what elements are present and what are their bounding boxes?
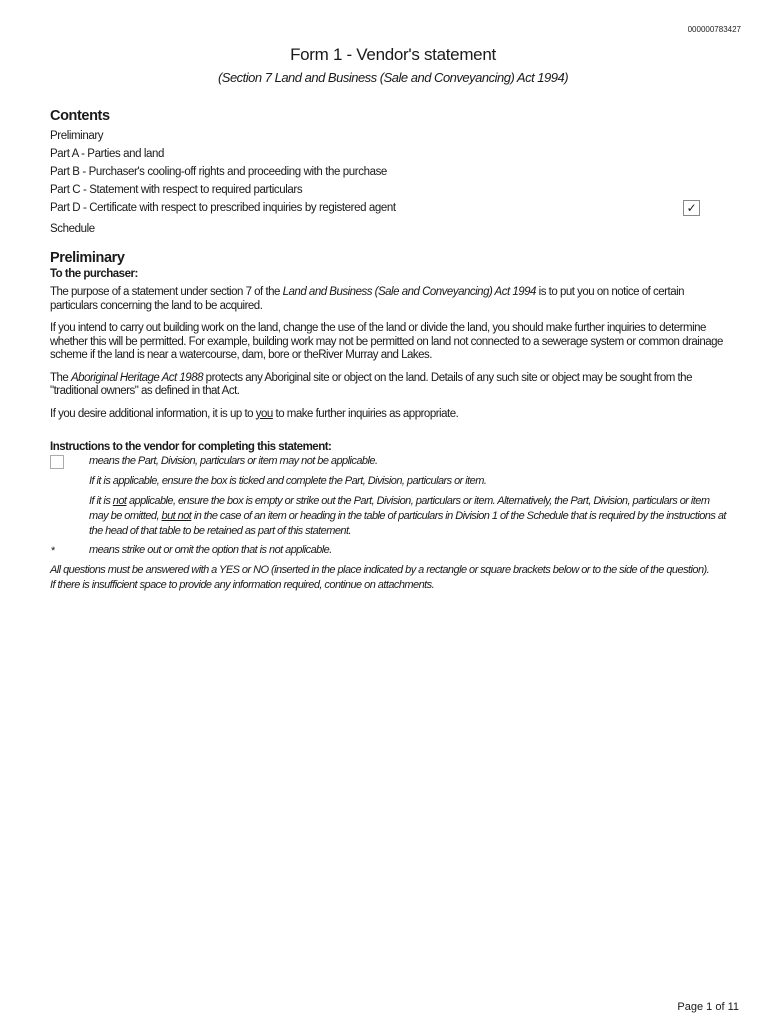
toc-item-preliminary[interactable]: Preliminary: [50, 130, 104, 142]
page-number: Page 1 of 11: [677, 1001, 739, 1013]
additional-info-paragraph: If you desire additional information, it is up to you to make further inquiries as appropriate.: [50, 407, 459, 420]
to-purchaser-heading: To the purchaser:: [50, 268, 138, 280]
instruction-applicable: If it is applicable, ensure the box is ticked and complete the Part, Division, particulars or item.: [89, 475, 487, 487]
toc-item-part-d-label: Part D - Certificate with respect to prescribed inquiries by registered agent: [50, 202, 396, 214]
toc-item-schedule[interactable]: Schedule: [50, 223, 95, 235]
instruction-strike-out: * means strike out or omit the option that is not applicable.: [51, 544, 332, 557]
purpose-paragraph: The purpose of a statement under section 7 of the Land and Business (Sale and Conveyancing) Act 1994 is to put you on notice of certain particulars concerning the land to be acquired.: [50, 286, 685, 312]
preliminary-heading: Preliminary: [50, 250, 125, 266]
form-title: Form 1 - Vendor's statement: [290, 45, 496, 64]
asterisk-icon: *: [51, 545, 55, 557]
contents-heading: Contents: [50, 108, 110, 124]
heritage-paragraph: The Aboriginal Heritage Act 1988 protects any Aboriginal site or object on the land. Details of any such site or object may be sought from the "traditional owners" as defined in that Act.: [50, 371, 692, 397]
document-body: [50, 108, 730, 593]
toc-item-part-a[interactable]: Part A - Parties and land: [50, 148, 165, 160]
toc-item-part-c[interactable]: Part C - Statement with respect to required particulars: [50, 184, 303, 196]
instructions-heading: Instructions to the vendor for completing this statement:: [50, 441, 332, 453]
toc-item-part-d[interactable]: [50, 199, 730, 217]
part-d-checkbox[interactable]: ✓: [683, 200, 700, 216]
checkbox-legend-icon: [50, 455, 64, 469]
instruction-not-applicable-detail: If it is not applicable, ensure the box is empty or strike out the Part, Division, particulars or item. Alternatively, the Part, Division, particulars or item may be omitted, but not in the case of an item or heading in the table of particulars in Division 1 of the Schedule that is required by the instructions at the head of that table to be retained as part of this statement.: [89, 495, 726, 537]
answer-instruction-note: All questions must be answered with a YES or NO (inserted in the place indicated by a rectangle or square brackets below or to the side of the question). If there is insufficient space to provide any information required, continue on attachments.: [50, 564, 710, 591]
toc-item-part-b[interactable]: Part B - Purchaser's cooling-off rights and proceeding with the purchase: [50, 166, 387, 178]
form-subtitle: (Section 7 Land and Business (Sale and Conveyancing) Act 1994): [217, 70, 569, 85]
building-work-paragraph: If you intend to carry out building work on the land, change the use of the land or divide the land, you should make further inquiries to determine whether this will be permitted. For example, building work may not be permitted on land not connected to a sewerage system or common drainage scheme if the land is near a watercourse, dam, bore or theRiver Murray and Lakes.: [50, 322, 723, 361]
document-id: 000000783427: [687, 25, 741, 34]
instruction-not-applicable: means the Part, Division, particulars or item may not be applicable.: [50, 454, 730, 469]
